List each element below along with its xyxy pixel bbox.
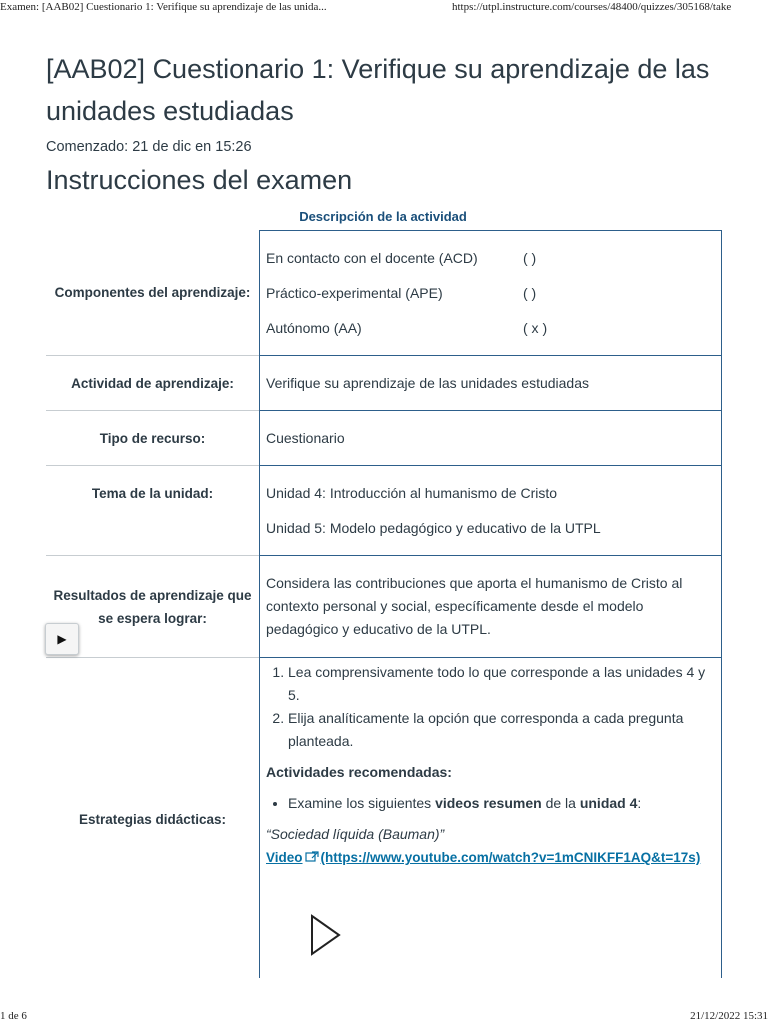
video-link-label: Video	[266, 850, 303, 865]
resource-value: Cuestionario	[260, 411, 722, 466]
instructions-heading: Instrucciones del examen	[46, 165, 353, 195]
bullet-text-pre: Examine los siguientes	[288, 795, 436, 811]
page-title: [AAB02] Cuestionario 1: Verifique su aprendizaje de las unidades estudiadas	[46, 54, 710, 126]
component-ape-text: Práctico-experimental (APE)	[266, 284, 443, 301]
play-icon[interactable]: ▶	[45, 623, 79, 655]
strategy-steps	[266, 661, 715, 753]
recommended-activities-list	[266, 792, 715, 815]
print-header-url: https://utpl.instructure.com/courses/48400/quizzes/305168/take	[452, 1, 732, 13]
row-results	[46, 556, 722, 658]
bullet-text-post: :	[637, 795, 642, 811]
resource-label: Tipo de recurso:	[46, 411, 260, 466]
strategy-step: 1. Lea comprensivamente todo lo que corresponde a las unidades 4 y 5.	[288, 661, 715, 707]
component-acd	[266, 241, 715, 276]
row-resource	[46, 411, 722, 466]
topic-unit-4: Unidad 4: Introducción al humanismo de Cristo	[266, 484, 558, 501]
activity-description-table	[46, 230, 722, 978]
components-label: Componentes del aprendizaje:	[54, 285, 251, 301]
page-number: 1 de 6	[0, 1010, 27, 1022]
print-timestamp: 21/12/2022 15:31	[690, 1010, 768, 1022]
video-play-icon[interactable]	[310, 914, 342, 956]
recommended-activity	[288, 792, 715, 815]
component-aa-text: Autónomo (AA)	[266, 319, 362, 336]
video-quote: “Sociedad líquida (Bauman)”	[266, 826, 445, 842]
video-link-url: (https://www.youtube.com/watch?v=1mCNIKFF1AQ&t=17s)	[320, 850, 701, 865]
component-acd-text: En contacto con el docente (ACD)	[266, 249, 478, 266]
row-components	[46, 231, 722, 356]
topic-label: Tema de la unidad:	[46, 466, 260, 556]
activity-value: Verifique su aprendizaje de las unidades estudiadas	[260, 356, 722, 411]
results-value: Considera las contribuciones que aporta el humanismo de Cristo al contexto personal y social, específicamente desde el modelo pedagógico y educativo de la UTPL.	[260, 556, 722, 658]
activity-label: Actividad de aprendizaje:	[46, 356, 260, 411]
topic-value	[260, 466, 722, 556]
row-topic	[46, 466, 722, 556]
external-link-icon	[305, 846, 319, 869]
topic-unit-5: Unidad 5: Modelo pedagógico y educativo de la UTPL	[266, 519, 601, 536]
row-activity	[46, 356, 722, 411]
table-caption: Descripción de la actividad	[299, 209, 467, 224]
bullet-text-bold-videos: videos resumen	[435, 795, 542, 811]
started-timestamp: Comenzado: 21 de dic en 15:26	[46, 139, 252, 155]
strategy-step: 2. Elija analíticamente la opción que corresponda a cada pregunta planteada.	[288, 707, 715, 753]
bullet-text-mid: de la	[541, 795, 580, 811]
component-acd-mark: ( )	[523, 249, 537, 266]
recommended-activities-title: Actividades recomendadas:	[266, 764, 452, 780]
video-link-line	[266, 846, 715, 869]
results-label: Resultados de aprendizaje que se espera lograr:	[46, 556, 260, 658]
video-link[interactable]	[266, 850, 700, 865]
bullet-text-bold-unit: unidad 4	[579, 795, 638, 811]
component-aa	[266, 311, 715, 346]
print-header	[0, 0, 768, 16]
strategies-label: Estrategias didácticas:	[46, 658, 260, 978]
component-aa-mark: ( x )	[523, 319, 548, 336]
row-strategies	[46, 658, 722, 978]
components-value	[260, 231, 722, 356]
print-header-title: Examen: [AAB02] Cuestionario 1: Verifique su aprendizaje de las unida...	[0, 1, 327, 13]
component-ape	[266, 276, 715, 311]
print-footer	[0, 1008, 768, 1024]
component-ape-mark: ( )	[523, 284, 537, 301]
